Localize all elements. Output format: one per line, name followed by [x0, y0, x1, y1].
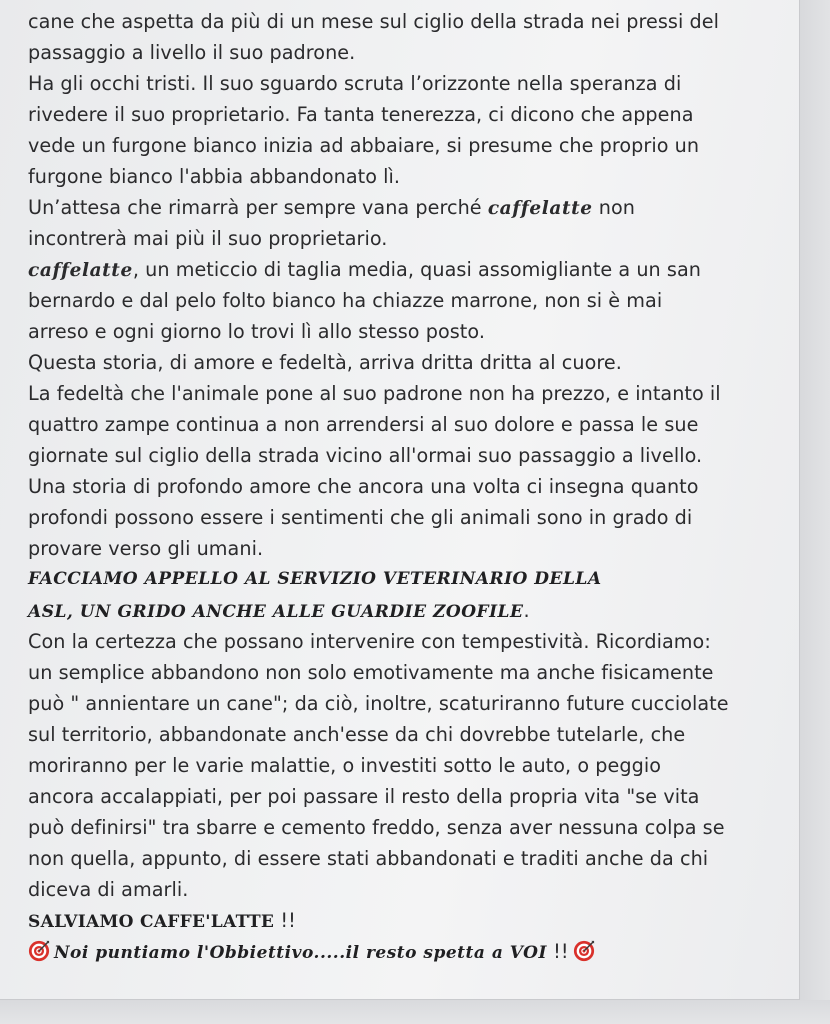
post-line: rivedere il suo proprietario. Fa tanta tenerezza, ci dicono che appena — [28, 103, 694, 126]
post-line: può " annientare un cane"; da ciò, inoltre, scaturiranno future cucciolate — [28, 692, 729, 715]
post-line: diceva di amarli. — [28, 878, 189, 901]
post-line: cane che aspetta da più di un mese sul ciglio della strada nei pressi del — [28, 10, 719, 33]
post-line: moriranno per le varie malattie, o investiti sotto le auto, o peggio — [28, 754, 661, 777]
direct-hit-target-icon — [573, 940, 595, 962]
save-caffelatte-heading: SALVIAMO CAFFE'LATTE — [28, 912, 275, 932]
post-line: furgone bianco l'abbia abbandonato lì. — [28, 165, 401, 188]
appeal-heading-line — [28, 595, 788, 626]
post-line: ancora accalappiati, per poi passare il resto della propria vita "se vita — [28, 785, 700, 808]
screen-bottom-edge — [0, 1000, 830, 1024]
post-line: provare verso gli umani. — [28, 537, 264, 560]
appeal-heading: ASL, UN GRIDO ANCHE ALLE GUARDIE ZOOFILE — [28, 602, 524, 622]
post-line: sul territorio, abbandonate anch'esse da chi dovrebbe tutelarle, che — [28, 723, 686, 746]
appeal-period: . — [523, 599, 530, 622]
exclamation: !! — [546, 940, 569, 963]
save-caffelatte-line — [28, 905, 788, 936]
post-line: profondi possono essere i sentimenti che gli animali sono in grado di — [28, 506, 693, 529]
post-line — [28, 254, 788, 285]
screen-right-edge — [800, 0, 830, 1024]
post-line: Questa storia, di amore e fedeltà, arriva dritta dritta al cuore. — [28, 351, 622, 374]
appeal-heading: FACCIAMO APPELLO AL SERVIZIO VETERINARIO DELLA — [28, 569, 602, 589]
post-line — [28, 192, 788, 223]
post-line: un semplice abbandono non solo emotivamente ma anche fisicamente — [28, 661, 714, 684]
dog-name: caffelatte — [28, 260, 133, 281]
post-line: bernardo e dal pelo folto bianco ha chiazze marrone, non si è mai — [28, 289, 663, 312]
line-text: Un’attesa che rimarrà per sempre vana perché — [28, 196, 488, 219]
post-line: non quella, appunto, di essere stati abbandonati e traditi anche da chi — [28, 847, 709, 870]
post-line: La fedeltà che l'animale pone al suo padrone non ha prezzo, e intanto il — [28, 382, 721, 405]
post-line: giornate sul ciglio della strada vicino all'ormai suo passaggio a livello. — [28, 444, 703, 467]
post-line: passaggio a livello il suo padrone. — [28, 41, 356, 64]
post-line: Una storia di profondo amore che ancora una volta ci insegna quanto — [28, 475, 699, 498]
post-body — [28, 6, 788, 967]
dog-name: caffelatte — [487, 198, 593, 219]
post-line: può definirsi" tra sbarre e cemento freddo, senza aver nessuna colpa se — [28, 816, 725, 839]
closing-slogan: Noi puntiamo l'Obbiettivo.....il resto spetta a VOI — [54, 943, 547, 963]
post-line: Ha gli occhi tristi. Il suo sguardo scruta l’orizzonte nella speranza di — [28, 72, 682, 95]
post-line: quattro zampe continua a non arrendersi al suo dolore e passa le sue — [28, 413, 699, 436]
line-text: , un meticcio di taglia media, quasi assomigliante a un san — [132, 258, 701, 281]
post-line: incontrerà mai più il suo proprietario. — [28, 227, 388, 250]
closing-line — [28, 936, 788, 967]
exclamation: !! — [274, 909, 296, 932]
line-text: non — [592, 196, 636, 219]
post-line: Con la certezza che possano intervenire con tempestività. Ricordiamo: — [28, 630, 711, 653]
direct-hit-target-icon — [28, 940, 50, 962]
post-line: vede un furgone bianco inizia ad abbaiare, si presume che proprio un — [28, 134, 700, 157]
post-line: arreso e ogni giorno lo trovi lì allo stesso posto. — [28, 320, 485, 343]
